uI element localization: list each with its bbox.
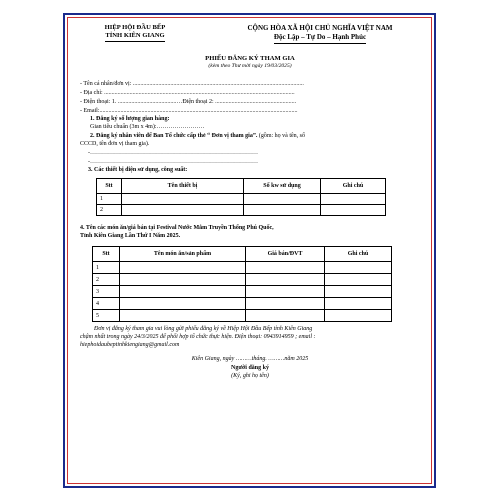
col-note: Ghi chú [325,247,392,262]
section4-heading-1: 4. Tên các món ăn/giá bán tại Festival Nước Mắm Truyền Thống Phú Quốc, [80,224,274,231]
signature-block [80,355,420,379]
name-field: - Tên cá nhân/đơn vị: .................................................................................................................. [80,80,304,87]
section2-heading: 2. Đăng ký nhân viên để Ban Tổ chức cấp thẻ “ Đơn vị tham gia”. [90,132,258,139]
table-row [93,298,392,310]
table-row [93,262,392,274]
email-field: - Email:.................................................................................................................................... [80,108,298,115]
signer-role: Người đăng ký [231,364,269,371]
row-index: 4 [93,298,120,310]
table-row [93,310,392,322]
form-title: PHIẾU ĐĂNG KÝ THAM GIA [205,54,295,62]
col-stt: Stt [93,247,120,262]
address-field: - Địa chỉ: ............................................................................................................................... [80,90,295,97]
national-motto: Độc Lập – Tự Do – Hạnh Phúc [274,33,366,44]
form-subtitle: (kèm theo Thư mời ngày 19/03/2025) [208,63,292,70]
note-line-2: chậm nhất trong ngày 24/3/2025 để phối hợp tổ chức thực hiện. Điện thoại: 0943914959 ; email : [80,334,316,341]
row-index: 1 [97,193,122,204]
table-header-row [97,178,386,193]
table-row [97,193,386,204]
row-index: 2 [93,274,120,286]
section2-text-b: CCCD, tên đơn vị tham gia). [80,140,150,147]
col-dish-name: Tên món ăn/sản phẩm [120,247,246,262]
col-price: Giá bán/ĐVT [246,247,325,262]
section1-heading: 1. Đăng ký số lượng gian hàng: [90,116,170,123]
col-note: Ghi chú [321,178,386,193]
registration-form [80,24,420,380]
table-row [97,204,386,215]
table-header-row [93,247,392,262]
section1-text: Gian tiêu chuẩn (3m x 4m):…………………… [90,124,205,131]
table-row [93,274,392,286]
section2-dots-2: -………………………………………………………………………… [88,158,258,165]
col-device-name: Tên thiết bị [122,178,244,193]
section2-dots-1: -………………………………………………………………………… [88,149,258,156]
document-header [80,24,420,44]
submission-note [80,325,420,349]
nation-name: CỘNG HÒA XÃ HỘI CHỦ NGHĨA VIỆT NAM [247,24,393,32]
row-index: 5 [93,310,120,322]
table-row [93,286,392,298]
note-email: hiephoidaubeptinhkiengiang@gmail.com [80,342,180,349]
row-index: 2 [97,204,122,215]
note-line-1: Đơn vị đăng ký tham gia vui lòng gửi phiếu đăng ký về Hiệp Hội Đầu Bếp tỉnh Kiên Giang [94,326,313,333]
row-index: 3 [93,286,120,298]
col-stt: Stt [97,178,122,193]
section4-heading-2: Tỉnh Kiên Giang Lần Thứ I Năm 2025. [80,233,181,240]
organization-header [80,24,190,44]
col-kw: Số kw sử dụng [244,178,321,193]
equipment-table [96,178,386,216]
place-date: Kiên Giang, ngày ………tháng. ………năm 2025 [191,356,309,363]
dishes-table [92,246,392,322]
row-index: 1 [93,262,120,274]
section3-heading: 3. Các thiết bị điện sử dụng, công suất: [88,166,188,173]
org-province: TỈNH KIÊN GIANG [105,32,164,42]
section2-text-a: (gồm: họ và tên, số [257,132,306,139]
signature-hint: (Ký, ghi họ tên) [231,372,269,379]
phone-field: - Điện thoại: 1. .......................................…Điện thoại 2: ...................................................... [80,99,297,106]
org-name: HIỆP HỘI ĐẦU BẾP [104,24,166,31]
national-header [220,24,420,44]
